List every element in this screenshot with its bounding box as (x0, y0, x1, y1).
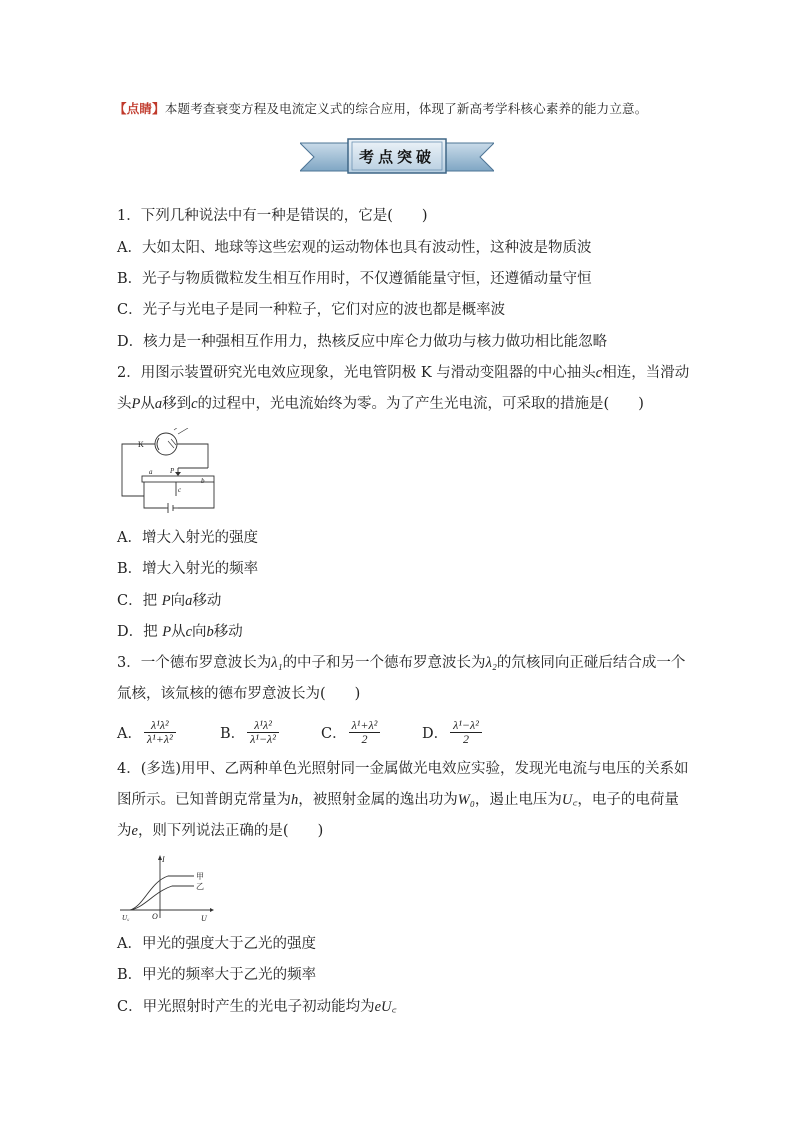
q4-option-a: A．甲光的强度大于乙光的强度 (117, 936, 316, 952)
q2-text: 移到 (162, 396, 192, 412)
q3-option-d (422, 712, 484, 752)
q3-stem-line2: 氚核，该氚核的德布罗意波长为( ) (117, 686, 361, 702)
q2-d-text: 从 (171, 624, 186, 640)
q4-var-w0: W₀ (457, 792, 475, 808)
q3-text: 的中子和另一个德布罗意波长为 (282, 655, 486, 671)
q4-var-e: e (131, 823, 138, 839)
label-a: a (149, 468, 153, 476)
q2-c-text: 向 (170, 593, 186, 609)
q2-var-c: c (191, 396, 198, 412)
q3-option-a (117, 712, 178, 752)
q3-lambda1: λ₁ (271, 655, 283, 671)
q3-lambda2: λ₂ (485, 655, 497, 671)
q4-stem-line2 (117, 790, 679, 810)
q2-text: 相连，当滑动 (602, 365, 690, 381)
q4-text: ，遏止电压为 (474, 792, 562, 808)
q4-option-b: B．甲光的频率大于乙光的频率 (117, 967, 317, 983)
q3-c-fraction (349, 719, 381, 746)
q3-a-fraction (144, 719, 176, 746)
q3-text: 3．一个德布罗意波长为 (117, 655, 272, 671)
label-yi: 乙 (196, 882, 204, 891)
q1-option-c: C．光子与光电子是同一种粒子，它们对应的波也都是概率波 (117, 302, 506, 318)
q3-d-numerator: λ¹−λ² (450, 719, 482, 733)
section-banner (300, 137, 494, 181)
photoelectric-circuit-diagram (118, 428, 226, 516)
q4-var-h: h (291, 792, 299, 808)
q2-text: 2．用图示装置研究光电效应现象，光电管阴极 K 与滑动变阻器的中心抽头 (117, 365, 596, 381)
label-p: P (170, 467, 175, 475)
label-c: c (178, 486, 182, 494)
q4-var-uc: U꜀ (561, 792, 578, 808)
q3-d-fraction (450, 719, 482, 746)
q3-option-c (321, 712, 382, 752)
q2-var-a: a (154, 396, 163, 412)
q3-d-denominator: 2 (462, 731, 469, 746)
q2-d-text: 向 (192, 624, 207, 640)
q4-c-text: C．甲光照射时产生的光电子初动能均为 (117, 999, 375, 1015)
q2-d-var-b: b (206, 624, 214, 640)
q2-var-p: P (131, 396, 141, 412)
q1-option-d: D．核力是一种强相互作用力，热核反应中库仑力做功与核力做功相比能忽略 (117, 334, 608, 350)
q3-b-numerator: λ¹λ² (247, 719, 279, 733)
label-uc: U꜀ (122, 914, 130, 922)
q2-stem-line1 (117, 363, 689, 383)
label-u: U (201, 914, 207, 923)
q2-d-text: 移动 (213, 624, 243, 640)
q2-var-c: c (595, 365, 603, 381)
q3-b-denominator: λ¹−λ² (250, 731, 276, 746)
q3-c-numerator: λ¹+λ² (349, 719, 381, 733)
q3-a-label: A． (117, 725, 142, 742)
cathode-arc (157, 438, 159, 450)
label-b: b (201, 477, 205, 485)
q3-text: 的氘核同向正碰后结合成一个 (496, 655, 686, 671)
q4-c-var-euc: eU꜀ (374, 999, 397, 1015)
q2-d-text: D．把 (117, 624, 158, 640)
q2-text: 头 (117, 396, 132, 412)
q3-b-label: B． (220, 725, 246, 742)
q3-a-denominator: λ¹+λ² (146, 731, 173, 746)
q4-stem-line3 (117, 821, 323, 841)
key-point-note (114, 99, 684, 117)
q2-option-d (117, 622, 243, 642)
q2-text: 从 (140, 396, 155, 412)
q3-c-denominator: 2 (361, 731, 368, 746)
q2-c-text: 移动 (192, 593, 222, 609)
q3-a-numerator: λ¹λ² (144, 719, 176, 733)
q4-text: ，被照射金属的逸出功为 (298, 792, 458, 808)
q3-d-label: D． (422, 725, 449, 742)
q2-d-var-c: c (185, 624, 193, 640)
label-i: I (162, 855, 165, 864)
curve-yi (130, 886, 194, 910)
slider-arrow-icon (175, 472, 181, 476)
q2-c-text: C．把 (117, 593, 158, 609)
label-o: O (152, 912, 158, 921)
q2-c-var-a: a (185, 593, 193, 609)
wire-right (177, 444, 208, 468)
key-point-tag: 【点睛】 (114, 101, 165, 116)
q3-c-label: C． (321, 725, 347, 742)
label-k: K (138, 440, 144, 449)
curve-jia (130, 876, 194, 910)
q2-d-var-p: P (162, 624, 172, 640)
q4-stem-line1: 4．(多选)用甲、乙两种单色光照射同一金属做光电效应实验，发现光电流与电压的关系如 (117, 761, 689, 777)
q2-c-var-p: P (161, 593, 171, 609)
q1-option-b: B．光子与物质微粒发生相互作用时，不仅遵循能量守恒，还遵循动量守恒 (117, 271, 592, 287)
q3-choices (117, 712, 537, 752)
q3-stem-line1 (117, 653, 685, 673)
q3-option-b (220, 712, 281, 752)
q1-option-a: A．大如太阳、地球等这些宏观的运动物体也具有波动性，这种波是物质波 (117, 240, 592, 256)
q4-option-c (117, 997, 397, 1017)
q1-stem: 1．下列几种说法中有一种是错误的，它是( ) (117, 208, 428, 224)
q4-text: ，电子的电荷量 (577, 792, 679, 808)
iu-curve-graph (118, 852, 218, 924)
q2-option-c (117, 591, 221, 611)
label-jia: 甲 (196, 872, 204, 881)
q2-text: 的过程中，光电流始终为零。为了产生光电流，可采取的措施是( ) (197, 396, 644, 412)
phototube-icon (155, 433, 177, 455)
q2-option-b: B．增大入射光的频率 (117, 561, 259, 577)
q4-text: 图所示。已知普朗克常量为 (117, 792, 291, 808)
q2-option-a: A．增大入射光的强度 (117, 530, 258, 546)
q2-stem-line2 (117, 394, 644, 414)
key-point-text: 本题考查衰变方程及电流定义式的综合应用，体现了新高考学科核心素养的能力立意。 (164, 101, 648, 116)
banner-title: 考点突破 (358, 147, 435, 166)
q4-text: ，则下列说法正确的是( ) (137, 823, 324, 839)
q4-text: 为 (117, 823, 132, 839)
q3-b-fraction (247, 719, 279, 746)
